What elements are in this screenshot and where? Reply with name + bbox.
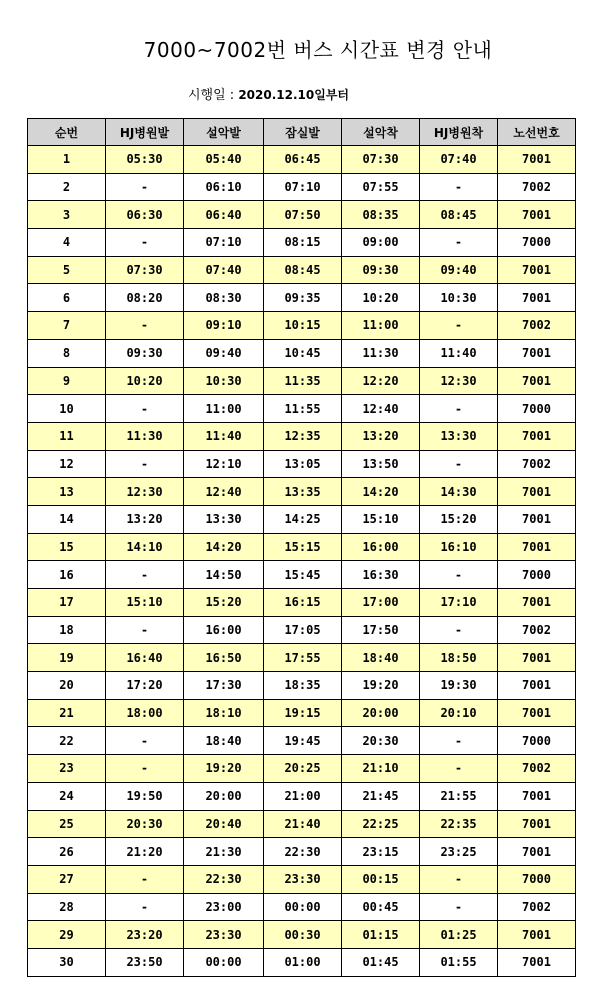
cell-seorak-depart: 06:40: [184, 201, 264, 229]
cell-seorak-arrive: 00:15: [342, 865, 420, 893]
cell-seorak-arrive: 22:25: [342, 810, 420, 838]
cell-seorak-arrive: 07:55: [342, 173, 420, 201]
cell-seorak-depart: 09:10: [184, 312, 264, 340]
cell-seq: 6: [28, 284, 106, 312]
cell-route-number: 7002: [498, 312, 576, 340]
cell-seorak-arrive: 07:30: [342, 146, 420, 174]
cell-hj-hospital-depart: 13:20: [106, 505, 184, 533]
cell-hj-hospital-arrive: -: [420, 561, 498, 589]
cell-seorak-arrive: 13:50: [342, 450, 420, 478]
cell-hj-hospital-depart: 14:10: [106, 533, 184, 561]
cell-jamsil-depart: 17:55: [264, 644, 342, 672]
table-row: [28, 755, 576, 783]
cell-route-number: 7001: [498, 589, 576, 617]
cell-seq: 12: [28, 450, 106, 478]
cell-seorak-depart: 14:20: [184, 533, 264, 561]
cell-seorak-depart: 07:40: [184, 256, 264, 284]
cell-seorak-arrive: 08:35: [342, 201, 420, 229]
cell-seorak-arrive: 11:00: [342, 312, 420, 340]
header-jamsil-depart: 잠실발: [264, 119, 342, 146]
cell-seq: 7: [28, 312, 106, 340]
cell-route-number: 7000: [498, 395, 576, 423]
cell-seorak-arrive: 00:45: [342, 893, 420, 921]
cell-seq: 10: [28, 395, 106, 423]
cell-jamsil-depart: 00:00: [264, 893, 342, 921]
cell-seorak-depart: 20:40: [184, 810, 264, 838]
cell-hj-hospital-depart: 07:30: [106, 256, 184, 284]
cell-seq: 25: [28, 810, 106, 838]
cell-jamsil-depart: 20:25: [264, 755, 342, 783]
cell-route-number: 7001: [498, 782, 576, 810]
cell-hj-hospital-depart: -: [106, 229, 184, 257]
cell-seorak-arrive: 09:30: [342, 256, 420, 284]
cell-hj-hospital-arrive: 15:20: [420, 505, 498, 533]
cell-seorak-depart: 23:00: [184, 893, 264, 921]
page-title: 7000~7002번 버스 시간표 변경 안내: [143, 38, 493, 62]
cell-jamsil-depart: 19:15: [264, 699, 342, 727]
cell-hj-hospital-arrive: 14:30: [420, 478, 498, 506]
cell-hj-hospital-arrive: 08:45: [420, 201, 498, 229]
cell-seq: 13: [28, 478, 106, 506]
cell-route-number: 7000: [498, 561, 576, 589]
cell-seq: 17: [28, 589, 106, 617]
cell-seq: 2: [28, 173, 106, 201]
cell-seq: 27: [28, 865, 106, 893]
cell-route-number: 7002: [498, 755, 576, 783]
cell-hj-hospital-arrive: 11:40: [420, 339, 498, 367]
cell-seq: 4: [28, 229, 106, 257]
table-row: [28, 838, 576, 866]
cell-jamsil-depart: 08:45: [264, 256, 342, 284]
cell-hj-hospital-arrive: -: [420, 173, 498, 201]
cell-jamsil-depart: 07:50: [264, 201, 342, 229]
cell-hj-hospital-depart: 21:20: [106, 838, 184, 866]
table-row: [28, 478, 576, 506]
cell-route-number: 7000: [498, 865, 576, 893]
cell-seorak-depart: 18:10: [184, 699, 264, 727]
cell-route-number: 7002: [498, 450, 576, 478]
cell-jamsil-depart: 18:35: [264, 672, 342, 700]
table-row: [28, 450, 576, 478]
table-header-row: [28, 119, 576, 146]
table-row: [28, 561, 576, 589]
cell-seq: 14: [28, 505, 106, 533]
cell-route-number: 7001: [498, 672, 576, 700]
table-row: [28, 339, 576, 367]
cell-jamsil-depart: 15:45: [264, 561, 342, 589]
cell-seorak-depart: 09:40: [184, 339, 264, 367]
cell-hj-hospital-depart: 10:20: [106, 367, 184, 395]
cell-jamsil-depart: 17:05: [264, 616, 342, 644]
cell-hj-hospital-depart: 06:30: [106, 201, 184, 229]
table-body: [28, 146, 576, 977]
cell-seorak-arrive: 01:45: [342, 948, 420, 976]
header-seorak-depart: 설악발: [184, 119, 264, 146]
cell-seorak-arrive: 12:20: [342, 367, 420, 395]
cell-hj-hospital-depart: 15:10: [106, 589, 184, 617]
header-seq: 순번: [28, 119, 106, 146]
cell-route-number: 7001: [498, 948, 576, 976]
cell-jamsil-depart: 08:15: [264, 229, 342, 257]
cell-hj-hospital-arrive: 01:25: [420, 921, 498, 949]
effective-date-value: 2020.12.10일부터: [238, 88, 350, 102]
cell-hj-hospital-depart: 19:50: [106, 782, 184, 810]
cell-jamsil-depart: 22:30: [264, 838, 342, 866]
effective-date-line: [188, 84, 349, 103]
cell-seq: 20: [28, 672, 106, 700]
cell-hj-hospital-arrive: 16:10: [420, 533, 498, 561]
cell-hj-hospital-arrive: 22:35: [420, 810, 498, 838]
cell-route-number: 7001: [498, 505, 576, 533]
table-row: [28, 616, 576, 644]
header-hj-hospital-depart: HJ병원발: [106, 119, 184, 146]
cell-hj-hospital-depart: -: [106, 727, 184, 755]
cell-seorak-depart: 12:40: [184, 478, 264, 506]
table-row: [28, 146, 576, 174]
cell-route-number: 7002: [498, 616, 576, 644]
cell-jamsil-depart: 09:35: [264, 284, 342, 312]
cell-route-number: 7001: [498, 921, 576, 949]
table-row: [28, 893, 576, 921]
cell-seorak-depart: 00:00: [184, 948, 264, 976]
cell-seorak-arrive: 18:40: [342, 644, 420, 672]
cell-hj-hospital-arrive: 01:55: [420, 948, 498, 976]
cell-jamsil-depart: 14:25: [264, 505, 342, 533]
cell-hj-hospital-depart: 20:30: [106, 810, 184, 838]
table-row: [28, 201, 576, 229]
cell-hj-hospital-arrive: 20:10: [420, 699, 498, 727]
cell-seorak-depart: 20:00: [184, 782, 264, 810]
cell-route-number: 7001: [498, 533, 576, 561]
cell-seorak-depart: 07:10: [184, 229, 264, 257]
cell-hj-hospital-arrive: -: [420, 229, 498, 257]
cell-jamsil-depart: 15:15: [264, 533, 342, 561]
cell-route-number: 7000: [498, 727, 576, 755]
cell-jamsil-depart: 07:10: [264, 173, 342, 201]
cell-hj-hospital-depart: -: [106, 450, 184, 478]
cell-jamsil-depart: 19:45: [264, 727, 342, 755]
table-row: [28, 312, 576, 340]
cell-route-number: 7001: [498, 699, 576, 727]
cell-hj-hospital-arrive: -: [420, 865, 498, 893]
cell-jamsil-depart: 01:00: [264, 948, 342, 976]
cell-seorak-arrive: 20:30: [342, 727, 420, 755]
cell-seorak-arrive: 16:00: [342, 533, 420, 561]
effective-date-label: 시행일 :: [188, 88, 235, 103]
table-row: [28, 284, 576, 312]
cell-seorak-arrive: 17:50: [342, 616, 420, 644]
table-row: [28, 533, 576, 561]
cell-seorak-arrive: 17:00: [342, 589, 420, 617]
cell-hj-hospital-depart: -: [106, 755, 184, 783]
cell-route-number: 7001: [498, 644, 576, 672]
cell-seorak-depart: 14:50: [184, 561, 264, 589]
cell-seq: 26: [28, 838, 106, 866]
cell-seorak-depart: 16:00: [184, 616, 264, 644]
cell-seorak-depart: 21:30: [184, 838, 264, 866]
table-row: [28, 865, 576, 893]
cell-seq: 18: [28, 616, 106, 644]
table-row: [28, 644, 576, 672]
cell-seq: 11: [28, 422, 106, 450]
cell-hj-hospital-depart: -: [106, 173, 184, 201]
cell-hj-hospital-depart: -: [106, 893, 184, 921]
cell-seorak-depart: 23:30: [184, 921, 264, 949]
cell-seorak-depart: 06:10: [184, 173, 264, 201]
table-row: [28, 367, 576, 395]
cell-seorak-arrive: 15:10: [342, 505, 420, 533]
cell-seorak-depart: 22:30: [184, 865, 264, 893]
cell-seq: 24: [28, 782, 106, 810]
cell-seorak-depart: 13:30: [184, 505, 264, 533]
cell-hj-hospital-depart: 23:50: [106, 948, 184, 976]
cell-route-number: 7001: [498, 201, 576, 229]
cell-hj-hospital-arrive: 19:30: [420, 672, 498, 700]
cell-seq: 3: [28, 201, 106, 229]
cell-jamsil-depart: 13:05: [264, 450, 342, 478]
cell-hj-hospital-arrive: -: [420, 616, 498, 644]
table-row: [28, 256, 576, 284]
cell-seorak-arrive: 12:40: [342, 395, 420, 423]
cell-seorak-arrive: 14:20: [342, 478, 420, 506]
table-row: [28, 589, 576, 617]
cell-seorak-depart: 12:10: [184, 450, 264, 478]
cell-seorak-arrive: 23:15: [342, 838, 420, 866]
cell-route-number: 7001: [498, 422, 576, 450]
cell-hj-hospital-arrive: 10:30: [420, 284, 498, 312]
cell-seorak-depart: 19:20: [184, 755, 264, 783]
cell-seorak-depart: 08:30: [184, 284, 264, 312]
cell-seorak-arrive: 01:15: [342, 921, 420, 949]
table-row: [28, 921, 576, 949]
table-row: [28, 810, 576, 838]
cell-seorak-arrive: 09:00: [342, 229, 420, 257]
cell-hj-hospital-arrive: 23:25: [420, 838, 498, 866]
cell-seorak-depart: 16:50: [184, 644, 264, 672]
cell-seorak-depart: 10:30: [184, 367, 264, 395]
cell-seorak-arrive: 21:45: [342, 782, 420, 810]
cell-jamsil-depart: 16:15: [264, 589, 342, 617]
cell-seorak-depart: 11:40: [184, 422, 264, 450]
cell-seq: 23: [28, 755, 106, 783]
table-row: [28, 782, 576, 810]
cell-jamsil-depart: 00:30: [264, 921, 342, 949]
cell-hj-hospital-arrive: 07:40: [420, 146, 498, 174]
table-row: [28, 672, 576, 700]
cell-hj-hospital-arrive: -: [420, 395, 498, 423]
cell-seorak-depart: 18:40: [184, 727, 264, 755]
cell-seorak-depart: 11:00: [184, 395, 264, 423]
cell-jamsil-depart: 21:40: [264, 810, 342, 838]
cell-route-number: 7001: [498, 838, 576, 866]
cell-route-number: 7001: [498, 367, 576, 395]
cell-hj-hospital-depart: -: [106, 865, 184, 893]
cell-jamsil-depart: 21:00: [264, 782, 342, 810]
cell-hj-hospital-arrive: 17:10: [420, 589, 498, 617]
cell-hj-hospital-arrive: 13:30: [420, 422, 498, 450]
cell-hj-hospital-arrive: -: [420, 450, 498, 478]
cell-route-number: 7001: [498, 284, 576, 312]
cell-route-number: 7001: [498, 478, 576, 506]
cell-jamsil-depart: 06:45: [264, 146, 342, 174]
cell-hj-hospital-depart: -: [106, 312, 184, 340]
table-row: [28, 395, 576, 423]
table-row: [28, 173, 576, 201]
cell-hj-hospital-depart: 05:30: [106, 146, 184, 174]
cell-hj-hospital-arrive: -: [420, 755, 498, 783]
cell-seorak-depart: 05:40: [184, 146, 264, 174]
cell-seorak-arrive: 19:20: [342, 672, 420, 700]
cell-seq: 8: [28, 339, 106, 367]
cell-seorak-depart: 15:20: [184, 589, 264, 617]
cell-route-number: 7001: [498, 146, 576, 174]
cell-seq: 21: [28, 699, 106, 727]
cell-route-number: 7001: [498, 256, 576, 284]
cell-seq: 28: [28, 893, 106, 921]
cell-seorak-arrive: 20:00: [342, 699, 420, 727]
cell-hj-hospital-depart: 12:30: [106, 478, 184, 506]
cell-seq: 1: [28, 146, 106, 174]
table-row: [28, 699, 576, 727]
header-route-number: 노선번호: [498, 119, 576, 146]
cell-hj-hospital-depart: -: [106, 395, 184, 423]
cell-seorak-arrive: 21:10: [342, 755, 420, 783]
cell-jamsil-depart: 11:35: [264, 367, 342, 395]
cell-hj-hospital-depart: -: [106, 616, 184, 644]
cell-hj-hospital-depart: 17:20: [106, 672, 184, 700]
cell-hj-hospital-depart: 23:20: [106, 921, 184, 949]
cell-seorak-depart: 17:30: [184, 672, 264, 700]
cell-seq: 16: [28, 561, 106, 589]
cell-seorak-arrive: 10:20: [342, 284, 420, 312]
cell-jamsil-depart: 12:35: [264, 422, 342, 450]
table-row: [28, 422, 576, 450]
cell-seq: 9: [28, 367, 106, 395]
cell-route-number: 7002: [498, 893, 576, 921]
cell-route-number: 7001: [498, 810, 576, 838]
cell-jamsil-depart: 10:15: [264, 312, 342, 340]
cell-hj-hospital-depart: 18:00: [106, 699, 184, 727]
cell-seq: 5: [28, 256, 106, 284]
cell-route-number: 7002: [498, 173, 576, 201]
cell-hj-hospital-arrive: 18:50: [420, 644, 498, 672]
cell-hj-hospital-arrive: -: [420, 727, 498, 755]
cell-hj-hospital-depart: 09:30: [106, 339, 184, 367]
bus-timetable: [27, 118, 576, 977]
cell-seorak-arrive: 13:20: [342, 422, 420, 450]
cell-route-number: 7001: [498, 339, 576, 367]
header-hj-hospital-arrive: HJ병원착: [420, 119, 498, 146]
table-row: [28, 948, 576, 976]
cell-seorak-arrive: 16:30: [342, 561, 420, 589]
cell-hj-hospital-depart: 11:30: [106, 422, 184, 450]
cell-hj-hospital-depart: -: [106, 561, 184, 589]
table-row: [28, 229, 576, 257]
cell-seq: 19: [28, 644, 106, 672]
cell-jamsil-depart: 13:35: [264, 478, 342, 506]
cell-hj-hospital-arrive: -: [420, 893, 498, 921]
cell-hj-hospital-depart: 16:40: [106, 644, 184, 672]
header-seorak-arrive: 설악착: [342, 119, 420, 146]
cell-hj-hospital-arrive: -: [420, 312, 498, 340]
cell-seq: 15: [28, 533, 106, 561]
cell-jamsil-depart: 11:55: [264, 395, 342, 423]
cell-hj-hospital-arrive: 09:40: [420, 256, 498, 284]
cell-route-number: 7000: [498, 229, 576, 257]
cell-seq: 30: [28, 948, 106, 976]
table-row: [28, 727, 576, 755]
cell-seq: 29: [28, 921, 106, 949]
table-row: [28, 505, 576, 533]
cell-hj-hospital-depart: 08:20: [106, 284, 184, 312]
cell-seq: 22: [28, 727, 106, 755]
cell-hj-hospital-arrive: 21:55: [420, 782, 498, 810]
cell-seorak-arrive: 11:30: [342, 339, 420, 367]
cell-jamsil-depart: 23:30: [264, 865, 342, 893]
cell-jamsil-depart: 10:45: [264, 339, 342, 367]
cell-hj-hospital-arrive: 12:30: [420, 367, 498, 395]
